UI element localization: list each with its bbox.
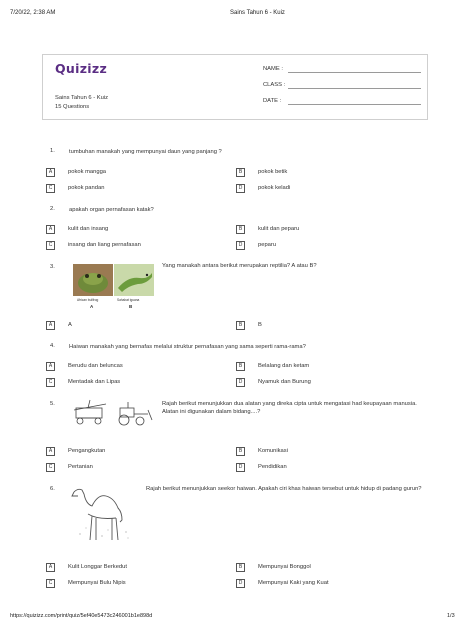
question-number: 1. xyxy=(50,148,55,154)
question-number: 5. xyxy=(50,401,55,407)
print-title: Sains Tahun 6 - Kuiz xyxy=(230,10,285,16)
question-count: 15 Questions xyxy=(55,104,90,110)
question-number: 6. xyxy=(50,486,55,492)
print-datetime: 7/20/22, 2:38 AM xyxy=(10,10,56,16)
question-number: 4. xyxy=(50,343,55,349)
print-url: https://quizizz.com/print/quiz/5ef40e5473c246001b1e898d xyxy=(10,613,153,619)
question-number: 2. xyxy=(50,206,55,212)
quiz-info-card xyxy=(42,54,428,120)
quiz-title: Sains Tahun 6 - Kuiz xyxy=(55,95,109,101)
camel-image xyxy=(68,484,134,546)
page-number: 1/3 xyxy=(447,613,455,619)
question-text: Rajah berikut menunjukkan seekor haiwan. Apakah ciri khas haiwan tersebut untuk hidup di padang gurun? xyxy=(146,486,422,492)
name-field-line xyxy=(288,72,421,73)
image-label-a: A xyxy=(90,304,94,309)
question-text: apakah organ pernafasan katak? xyxy=(69,207,154,213)
image-label-b: B xyxy=(129,304,133,309)
question-text: Haiwan manakah yang bernafas melalui struktur pernafasan yang sama seperti rama-rama? xyxy=(69,344,306,350)
question-text: Rajah berikut menunjukkan dua alatan yang direka cipta untuk mengatasi had keupayaan manusia. Alatan ini digunakan dalam bidang....? xyxy=(162,401,417,415)
name-label: NAME : xyxy=(263,66,283,72)
image-caption: African bullfrog xyxy=(77,298,99,302)
question-text: tumbuhan manakah yang mempunyai daun yang panjang ? xyxy=(69,149,222,155)
question-text: Yang manakah antara berikut merupakan reptilia? A atau B? xyxy=(162,263,317,269)
question-number: 3. xyxy=(50,264,55,270)
date-field-line xyxy=(288,104,421,105)
date-label: DATE : xyxy=(263,98,282,104)
image-caption: Sahabat iguana xyxy=(117,298,140,302)
class-label: CLASS : xyxy=(263,82,286,88)
class-field-line xyxy=(288,88,421,89)
quizizz-logo: Quizizz xyxy=(55,61,108,76)
farm-machines-image xyxy=(70,396,156,430)
